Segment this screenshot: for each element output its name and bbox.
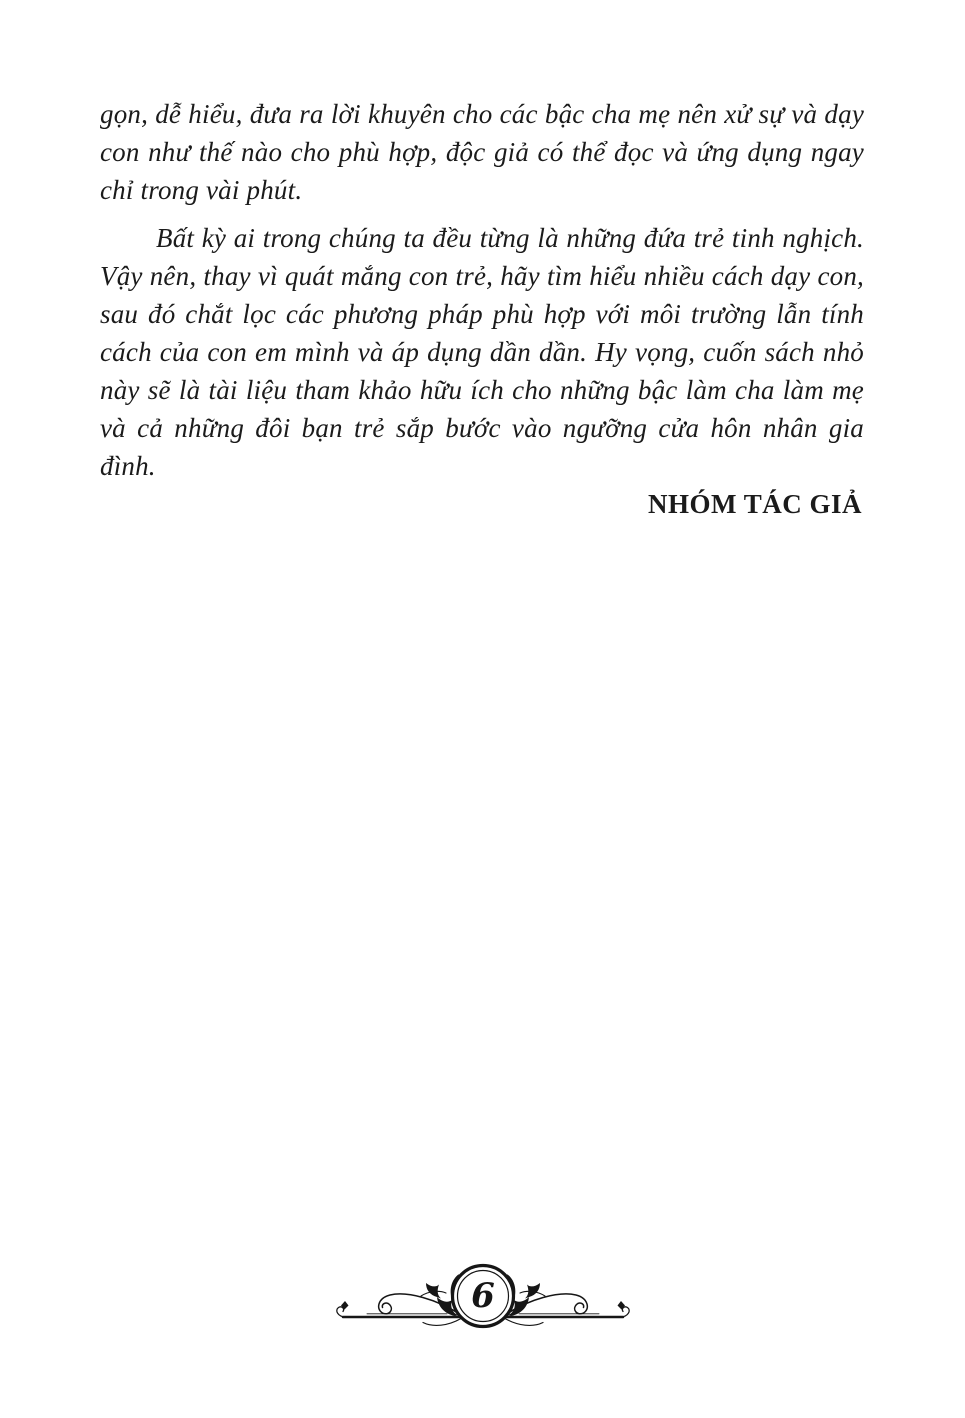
body-text-block	[100, 95, 864, 485]
page-footer-ornament	[333, 1249, 633, 1349]
page-number: 6	[471, 1276, 495, 1316]
paragraph-closing: Bất kỳ ai trong chúng ta đều từng là những đứa trẻ tinh nghịch. Vậy nên, thay vì quát mắng con trẻ, hãy tìm hiểu nhiều cách dạy con, sau đó chắt lọc các phương pháp phù hợp với môi trường lẫn tính cách của con em mình và áp dụng dần dần. Hy vọng, cuốn sách nhỏ này sẽ là tài liệu tham khảo hữu ích cho những bậc làm cha làm mẹ và cả những đôi bạn trẻ sắp bước vào ngưỡng cửa hôn nhân gia đình.	[100, 223, 864, 481]
author-signature: NHÓM TÁC GIẢ	[647, 489, 862, 519]
paragraph-continuation: gọn, dễ hiểu, đưa ra lời khuyên cho các bậc cha mẹ nên xử sự và dạy con như thế nào cho phù hợp, độc giả có thể đọc và ứng dụng ngay chỉ trong vài phút.	[100, 99, 864, 205]
